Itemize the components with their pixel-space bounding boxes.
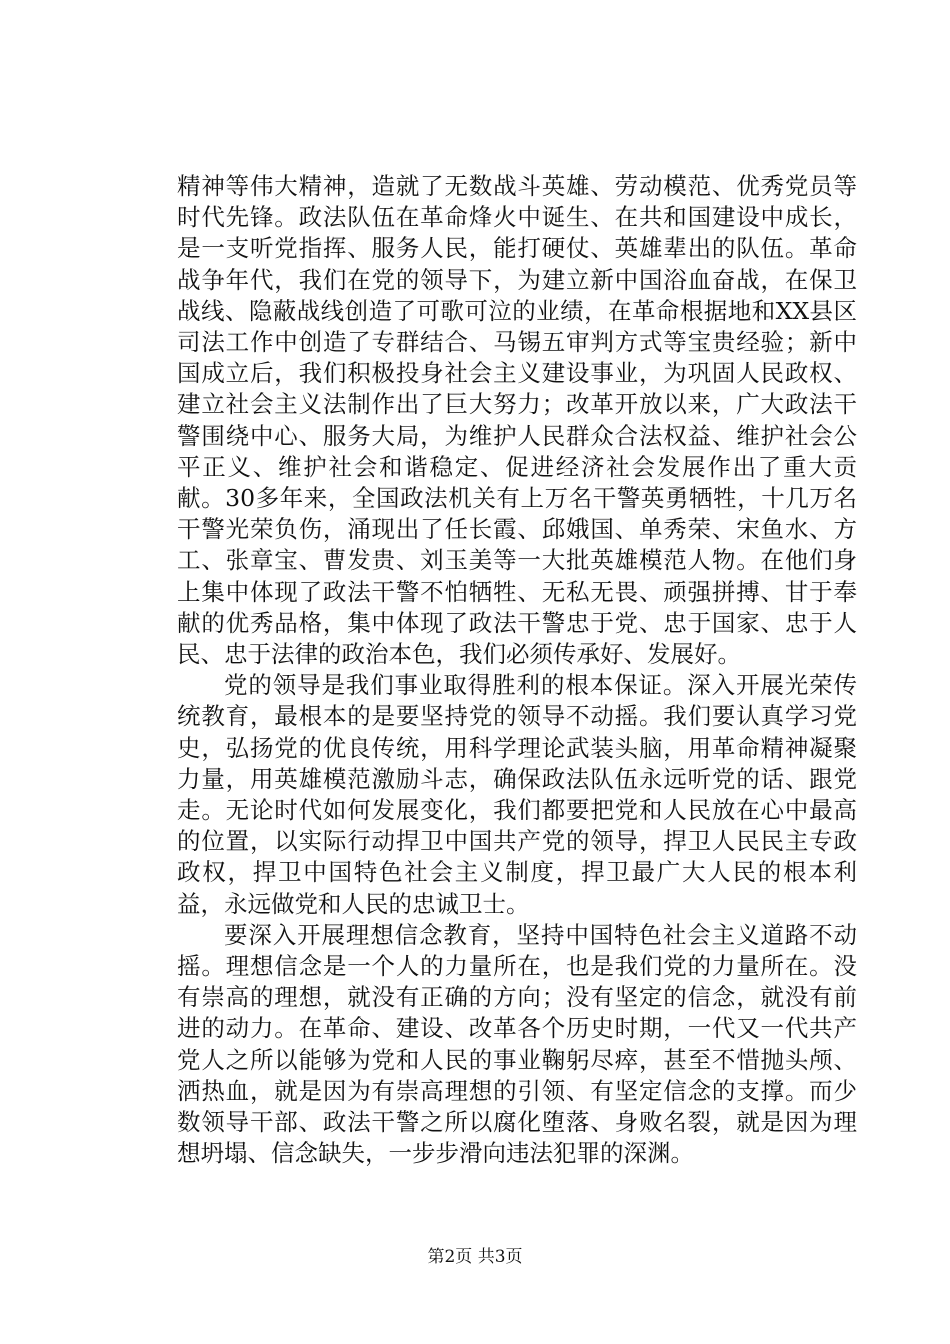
paragraph-3: 要深入开展理想信念教育，坚持中国特色社会主义道路不动摇。理想信念是一个人的力量所在，也是我们党的力量所在。没有崇高的理想，就没有正确的方向；没有坚定的信念，就没有前进的动力。在革命、建设、改革各个历史时期，一代又一代共产党人之所以能够为党和人民的事业鞠躬尽瘁，甚至不惜抛头颅、洒热血，就是因为有崇高理想的引领、有坚定信念的支撑。而少数领导干部、政法干警之所以腐化堕落、身败名裂，就是因为理想坍塌、信念缺失，一步步滑向违法犯罪的深渊。 bbox=[177, 920, 857, 1168]
document-body bbox=[177, 171, 857, 1170]
paragraph-1: 精神等伟大精神，造就了无数战斗英雄、劳动模范、优秀党员等时代先锋。政法队伍在革命烽火中诞生、在共和国建设中成长，是一支听党指挥、服务人民，能打硬仗、英雄辈出的队伍。革命战争年代，我们在党的领导下，为建立新中国浴血奋战，在保卫战线、隐蔽战线创造了可歌可泣的业绩，在革命根据地和XX县区司法工作中创造了专群结合、马锡五审判方式等宝贵经验；新中国成立后，我们积极投身社会主义建设事业，为巩固人民政权、建立社会主义法制作出了巨大努力；改革开放以来，广大政法干警围绕中心、服务大局，为维护人民群众合法权益、维护社会公平正义、维护社会和谐稳定、促进经济社会发展作出了重大贡献。30多年来，全国政法机关有上万名干警英勇牺牲，十几万名干警光荣负伤，涌现出了任长霞、邱娥国、单秀荣、宋鱼水、方工、张章宝、曹发贵、刘玉美等一大批英雄模范人物。在他们身上集中体现了政法干警不怕牺牲、无私无畏、顽强拼搏、甘于奉献的优秀品格，集中体现了政法干警忠于党、忠于国家、忠于人民、忠于法律的政治本色，我们必须传承好、发展好。 bbox=[177, 172, 857, 669]
paragraph-2: 党的领导是我们事业取得胜利的根本保证。深入开展光荣传统教育，最根本的是要坚持党的领导不动摇。我们要认真学习党史，弘扬党的优良传统，用科学理论武装头脑，用革命精神凝聚力量，用英雄模范激励斗志，确保政法队伍永远听党的话、跟党走。无论时代如何发展变化，我们都要把党和人民放在心中最高的位置，以实际行动捍卫中国共产党的领导，捍卫人民民主专政政权，捍卫中国特色社会主义制度，捍卫最广大人民的根本利益，永远做党和人民的忠诚卫士。 bbox=[177, 671, 857, 918]
page-footer: 第2页 共3页 bbox=[427, 1247, 523, 1267]
